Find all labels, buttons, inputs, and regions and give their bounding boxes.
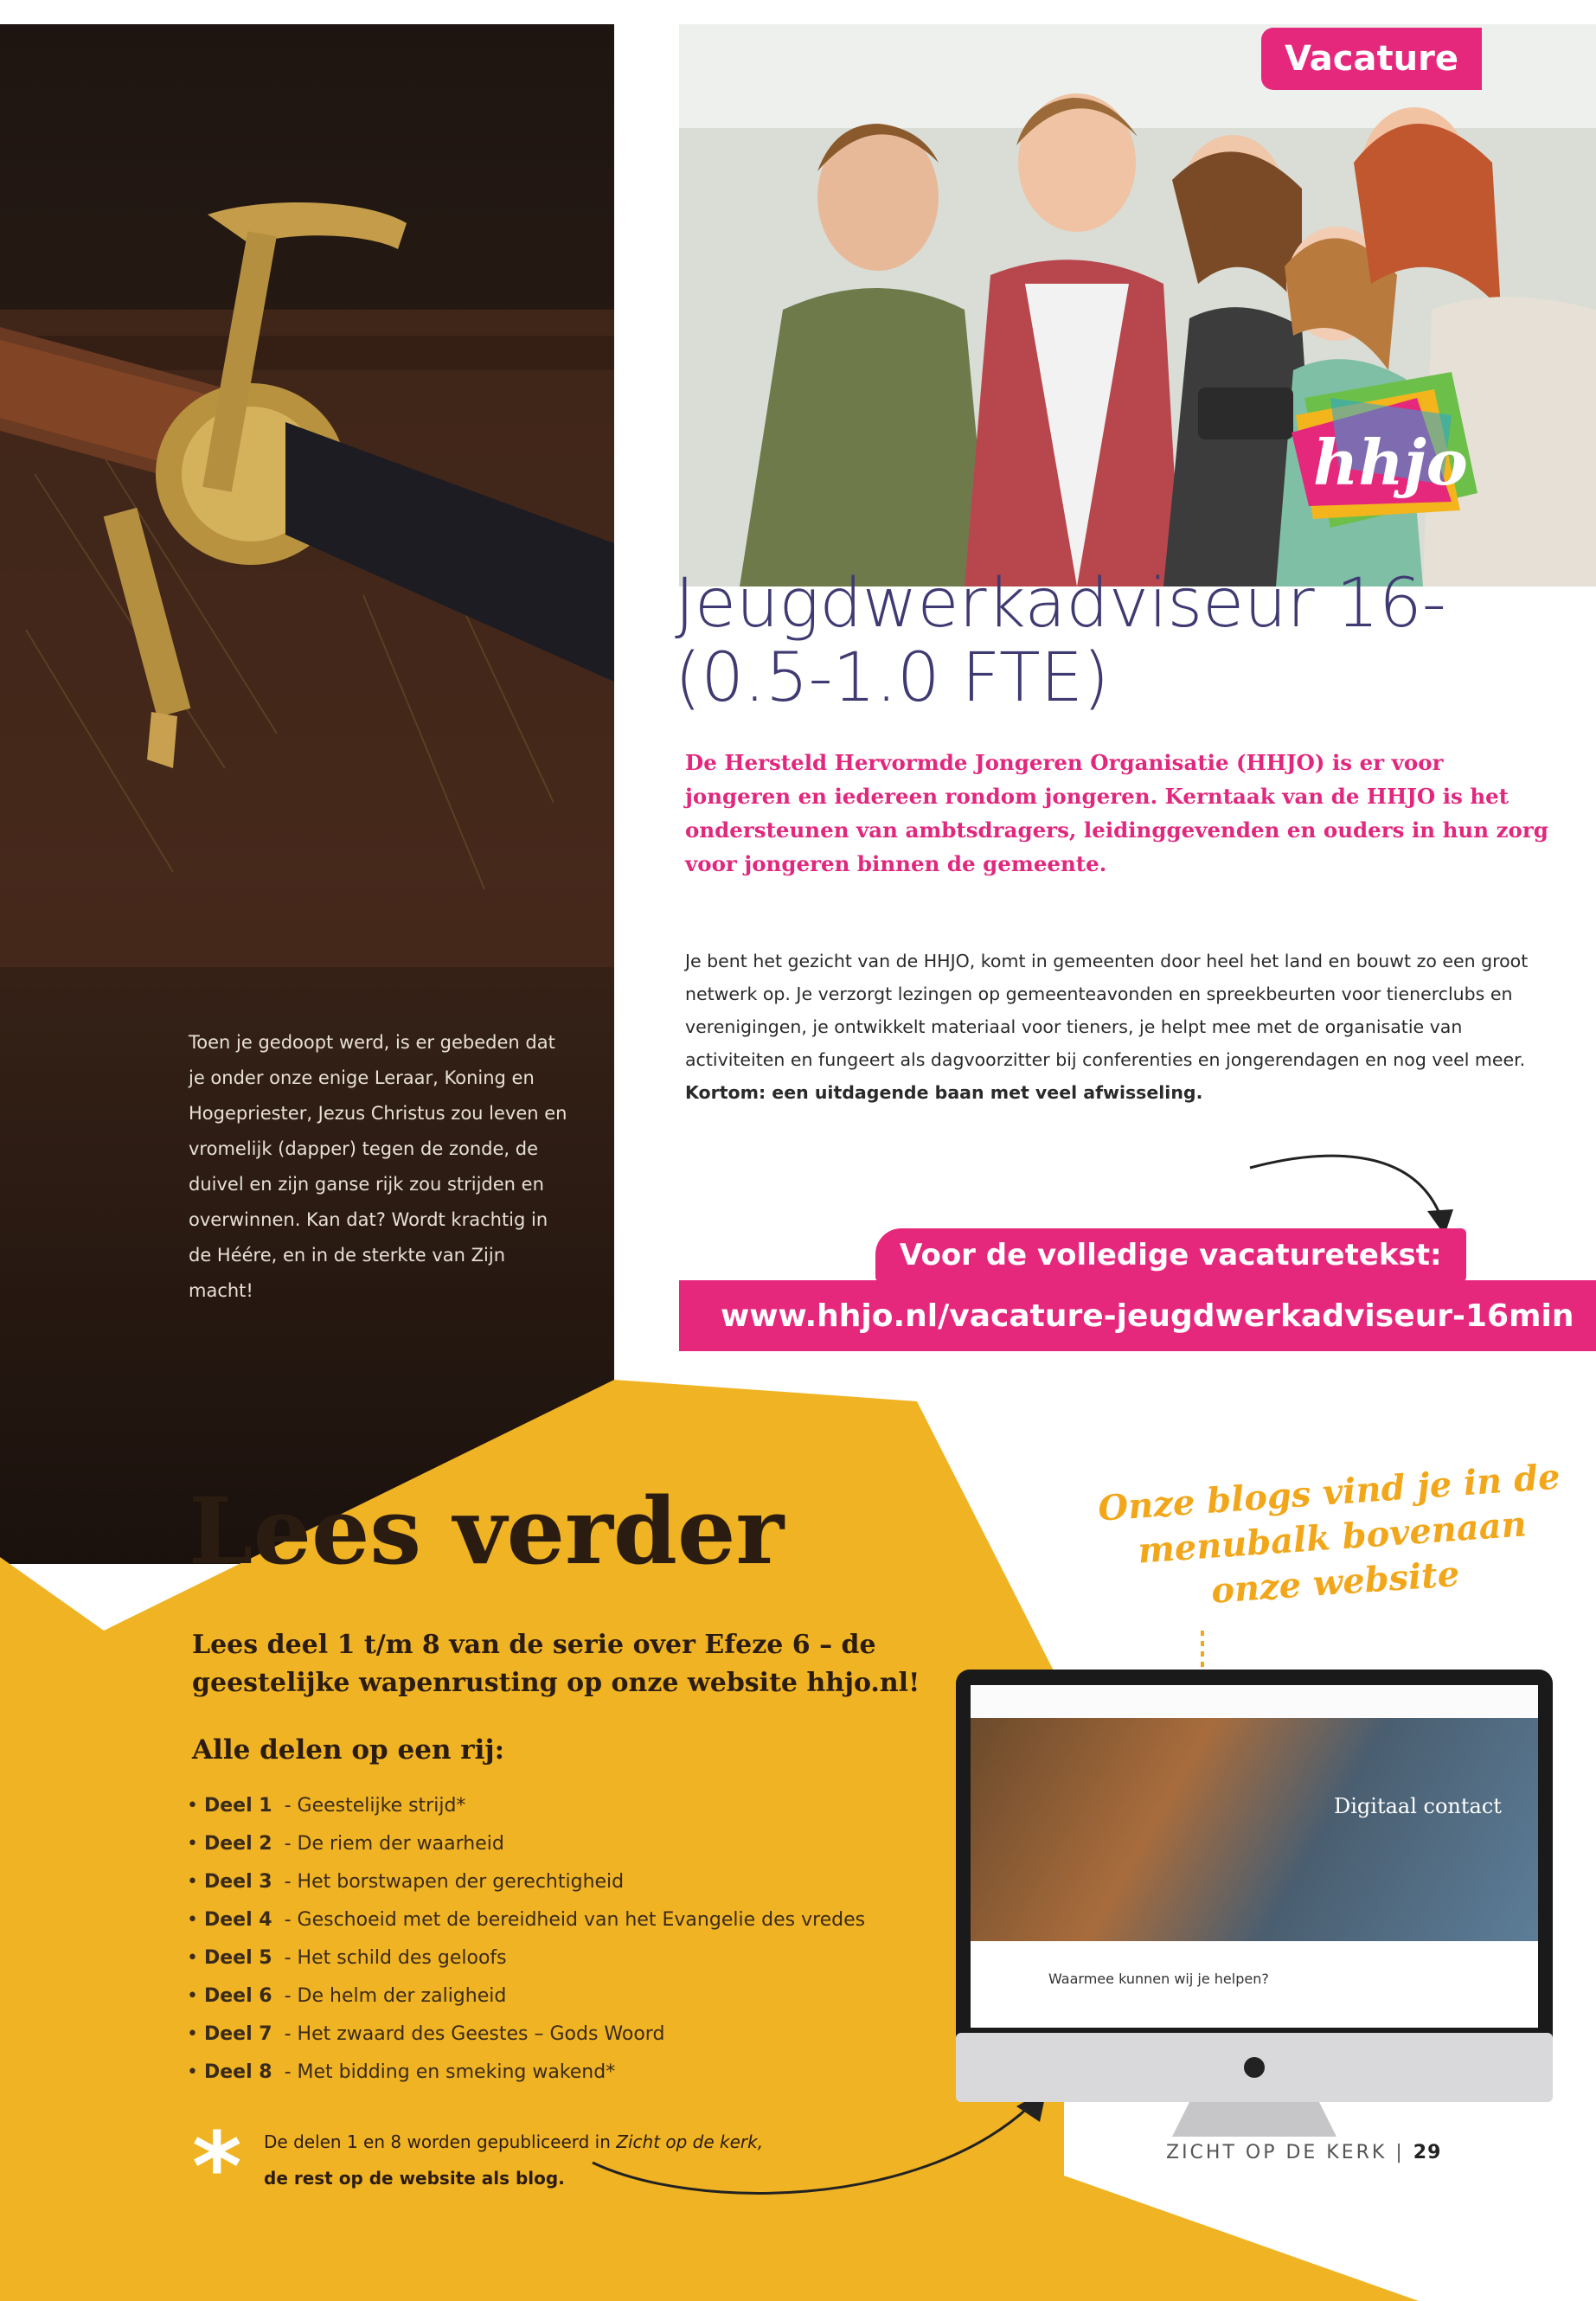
- list-item: • Deel 1 - Geestelijke strijd*: [187, 1795, 466, 1817]
- website-hero-image: [971, 1718, 1538, 1941]
- job-body-text: Je bent het gezicht van de HHJO, komt in gemeenten door heel het land en bouwt zo een groot netwerk op. Je verzorgt lezingen op gemeenteavonden en spreekbeurten voor tienerclubs en verenigingen, je ontwikkelt materiaal voor tieners, je helpt mee met de organisatie van activiteiten en fungeert als dagvoorzitter bij conferenties en jongerendagen en nog veel meer.: [685, 951, 1529, 1070]
- list-item: • Deel 3 - Het borstwapen der gerechtigheid: [187, 1871, 625, 1893]
- list-item: • Deel 8 - Met bidding en smeking wakend*: [187, 2061, 616, 2083]
- hhjo-logo: [1279, 363, 1486, 536]
- list-item: • Deel 2 - De riem der waarheid: [187, 1833, 504, 1855]
- job-body-summary: Kortom: een uitdagende baan met veel afwisseling.: [685, 1082, 1203, 1103]
- footnote: De delen 1 en 8 worden gepubliceerd in Zicht op de kerk, de rest op de website als blog.: [264, 2131, 764, 2189]
- website-nav-bar: [971, 1685, 1538, 1719]
- sword-caption: Toen je gedoopt werd, is er gebeden dat je onder onze enige Leraar, Koning en Hogepriester, Jezus Christus zou leven en vromelijk (dapper) tegen de zonde, de duivel en zijn ganse rijk zou strijden en overwinnen. Kan dat? Wordt krachtig in de Héére, en in de sterkte van Zijn macht!: [189, 1032, 567, 1301]
- list-item: • Deel 7 - Het zwaard des Geestes – Gods Woord: [187, 2023, 665, 2045]
- sword-illustration: [0, 24, 614, 1564]
- list-item: • Deel 5 - Het schild des geloofs: [187, 1947, 507, 1969]
- vacancy-tag: Vacature: [1261, 28, 1482, 90]
- asterisk-icon: *: [192, 2112, 242, 2222]
- job-intro: De Hersteld Hervormde Jongeren Organisatie (HHJO) is er voor jongeren en iedereen rondom jongeren. Kerntaak van de HHJO is het ondersteunen van ambtsdragers, leidinggevenden en ouders in hun zorg voor jongeren binnen de gemeente.: [685, 750, 1548, 876]
- website-headline: Digitaal contact: [1334, 1794, 1502, 1818]
- read-more-title: Lees verder: [189, 1477, 785, 1585]
- footer-separator: |: [1395, 2142, 1405, 2163]
- sword-image-panel: [0, 24, 614, 1564]
- blogs-handwritten-note: Onze blogs vind je in de menubalk bovenaan onze website: [1096, 1456, 1561, 1612]
- parts-list: [187, 1787, 965, 2092]
- svg-text:hhjo: hhjo: [1313, 426, 1468, 499]
- website-screen: [971, 1685, 1538, 2028]
- page-number: 29: [1413, 2142, 1442, 2163]
- read-more-subtitle: Lees deel 1 t/m 8 van de serie over Efeze 6 – de geestelijke wapenrusting op onze website hhjo.nl!: [192, 1630, 920, 1698]
- magazine-name: ZICHT OP DE KERK: [1166, 2142, 1388, 2163]
- job-title: Jeugdwerkadviseur 16- (0.5-1.0 FTE): [675, 565, 1446, 717]
- website-help-question: Waarmee kunnen wij je helpen?: [1048, 1971, 1269, 1987]
- vacancy-cta-label: Voor de volledige vacaturetekst:: [875, 1228, 1466, 1282]
- list-item: • Deel 4 - Geschoeid met de bereidheid van het Evangelie des vredes: [187, 1909, 866, 1931]
- page-footer: [1166, 2142, 1441, 2163]
- parts-heading: Alle delen op een rij:: [192, 1734, 505, 1766]
- list-item: • Deel 6 - De helm der zaligheid: [187, 1985, 507, 2007]
- job-body: [685, 945, 1550, 1109]
- vacancy-url-link[interactable]: www.hhjo.nl/vacature-jeugdwerkadviseur-16min: [679, 1280, 1596, 1351]
